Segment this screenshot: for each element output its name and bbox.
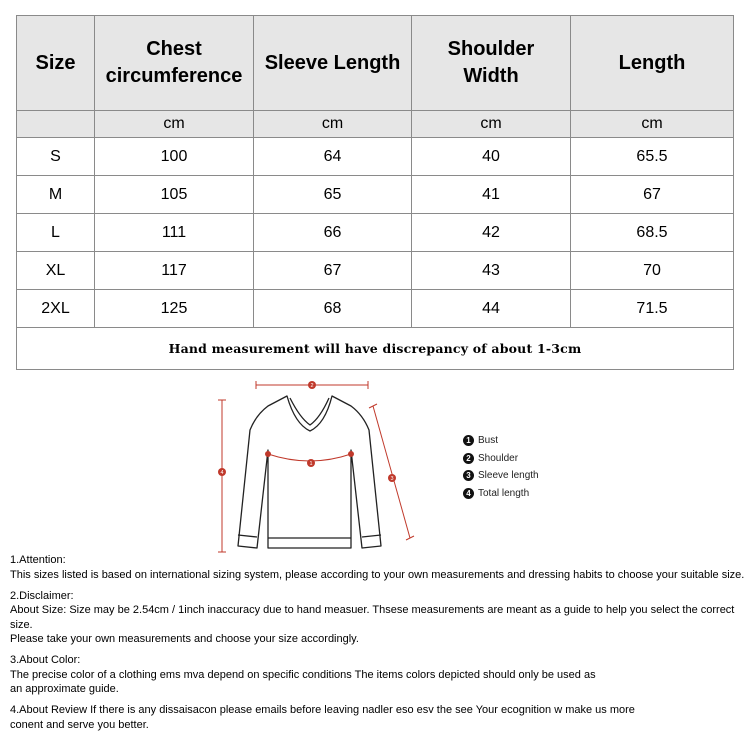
legend-item xyxy=(463,485,539,503)
legend-label: Bust xyxy=(478,435,499,447)
measurement-note: Hand measurement will have discrepancy of about 1-3cm xyxy=(17,328,734,370)
legend-label: Sleeve length xyxy=(478,470,539,482)
note-text: an approximate guide. xyxy=(10,683,119,695)
legend-label: Shoulder xyxy=(478,452,519,464)
note-text: Please take your own measurements and choose your size accordingly. xyxy=(10,633,359,645)
unit-cell: cm xyxy=(254,111,412,138)
note-title: 3.About Color: xyxy=(10,654,81,666)
note-text: This sizes listed is based on international sizing system, please according to your own measurements and dressing habits to choose your suitable size. xyxy=(10,568,745,581)
units-row xyxy=(17,111,734,138)
shoulder-cell: 40 xyxy=(412,138,571,176)
sweater-outline xyxy=(238,396,381,548)
note-text: conent and serve you better. xyxy=(10,718,149,731)
marker-label: 3 xyxy=(390,476,394,482)
length-cell: 71.5 xyxy=(571,290,734,328)
sleeve-cell: 64 xyxy=(254,138,412,176)
legend-item xyxy=(463,450,539,468)
color-note xyxy=(10,653,745,697)
size-cell: XL xyxy=(17,252,95,290)
note-text: About Size: Size may be 2.54cm / 1inch inaccuracy due to hand measuer. Thsese measurements are meant as a guide to help you select the correct size. xyxy=(10,604,735,631)
chest-cell: 111 xyxy=(95,214,254,252)
measurement-note-row xyxy=(17,328,734,370)
note-title: 1.Attention: xyxy=(10,554,66,566)
shoulder-cell: 43 xyxy=(412,252,571,290)
note-text: The precise color of a clothing ems mva depend on specific conditions The items colors depicted should only be used as xyxy=(10,668,596,681)
size-cell: 2XL xyxy=(17,290,95,328)
measurement-legend xyxy=(463,432,539,502)
measurement-lines xyxy=(218,381,414,552)
size-cell: S xyxy=(17,138,95,176)
bust-end-dot xyxy=(348,451,354,457)
number-2-icon: 2 xyxy=(463,453,474,464)
length-cell: 65.5 xyxy=(571,138,734,176)
header-chest: Chest circumference xyxy=(95,16,254,111)
table-row xyxy=(17,138,734,176)
bust-end-dot xyxy=(265,451,271,457)
header-sleeve: Sleeve Length xyxy=(254,16,412,111)
unit-cell xyxy=(17,111,95,138)
notes-section xyxy=(10,553,745,739)
sweater-measurement-diagram xyxy=(210,370,440,565)
table-row xyxy=(17,214,734,252)
number-4-icon: 4 xyxy=(463,488,474,499)
shoulder-cell: 42 xyxy=(412,214,571,252)
legend-item xyxy=(463,467,539,485)
length-cell: 70 xyxy=(571,252,734,290)
attention-note xyxy=(10,553,745,582)
length-cell: 67 xyxy=(571,176,734,214)
table-row xyxy=(17,252,734,290)
header-size: Size xyxy=(17,16,95,111)
chest-cell: 117 xyxy=(95,252,254,290)
length-cell: 68.5 xyxy=(571,214,734,252)
marker-label: 2 xyxy=(310,383,314,389)
sleeve-cell: 68 xyxy=(254,290,412,328)
unit-cell: cm xyxy=(571,111,734,138)
chest-cell: 105 xyxy=(95,176,254,214)
table-row xyxy=(17,176,734,214)
sleeve-cell: 66 xyxy=(254,214,412,252)
note-title: 2.Disclaimer: xyxy=(10,589,74,602)
number-3-icon: 3 xyxy=(463,470,474,481)
marker-label: 4 xyxy=(220,470,224,476)
shoulder-cell: 44 xyxy=(412,290,571,328)
number-1-icon: 1 xyxy=(463,435,474,446)
unit-cell: cm xyxy=(95,111,254,138)
size-cell: L xyxy=(17,214,95,252)
note-text: 4.About Review If there is any dissaisacon please emails before leaving nadler eso esv the see Your ecognition w make us more xyxy=(10,704,635,716)
size-cell: M xyxy=(17,176,95,214)
chest-cell: 100 xyxy=(95,138,254,176)
table-header-row xyxy=(17,16,734,111)
sleeve-cell: 67 xyxy=(254,252,412,290)
marker-label: 1 xyxy=(309,461,313,467)
size-chart-table xyxy=(16,15,734,370)
legend-label: Total length xyxy=(478,487,530,499)
sleeve-cell: 65 xyxy=(254,176,412,214)
header-length: Length xyxy=(571,16,734,111)
disclaimer-note xyxy=(10,589,745,647)
table-row xyxy=(17,290,734,328)
legend-item xyxy=(463,432,539,450)
header-shoulder: Shoulder Width xyxy=(412,16,571,111)
unit-cell: cm xyxy=(412,111,571,138)
review-note xyxy=(10,703,745,732)
shoulder-cell: 41 xyxy=(412,176,571,214)
chest-cell: 125 xyxy=(95,290,254,328)
